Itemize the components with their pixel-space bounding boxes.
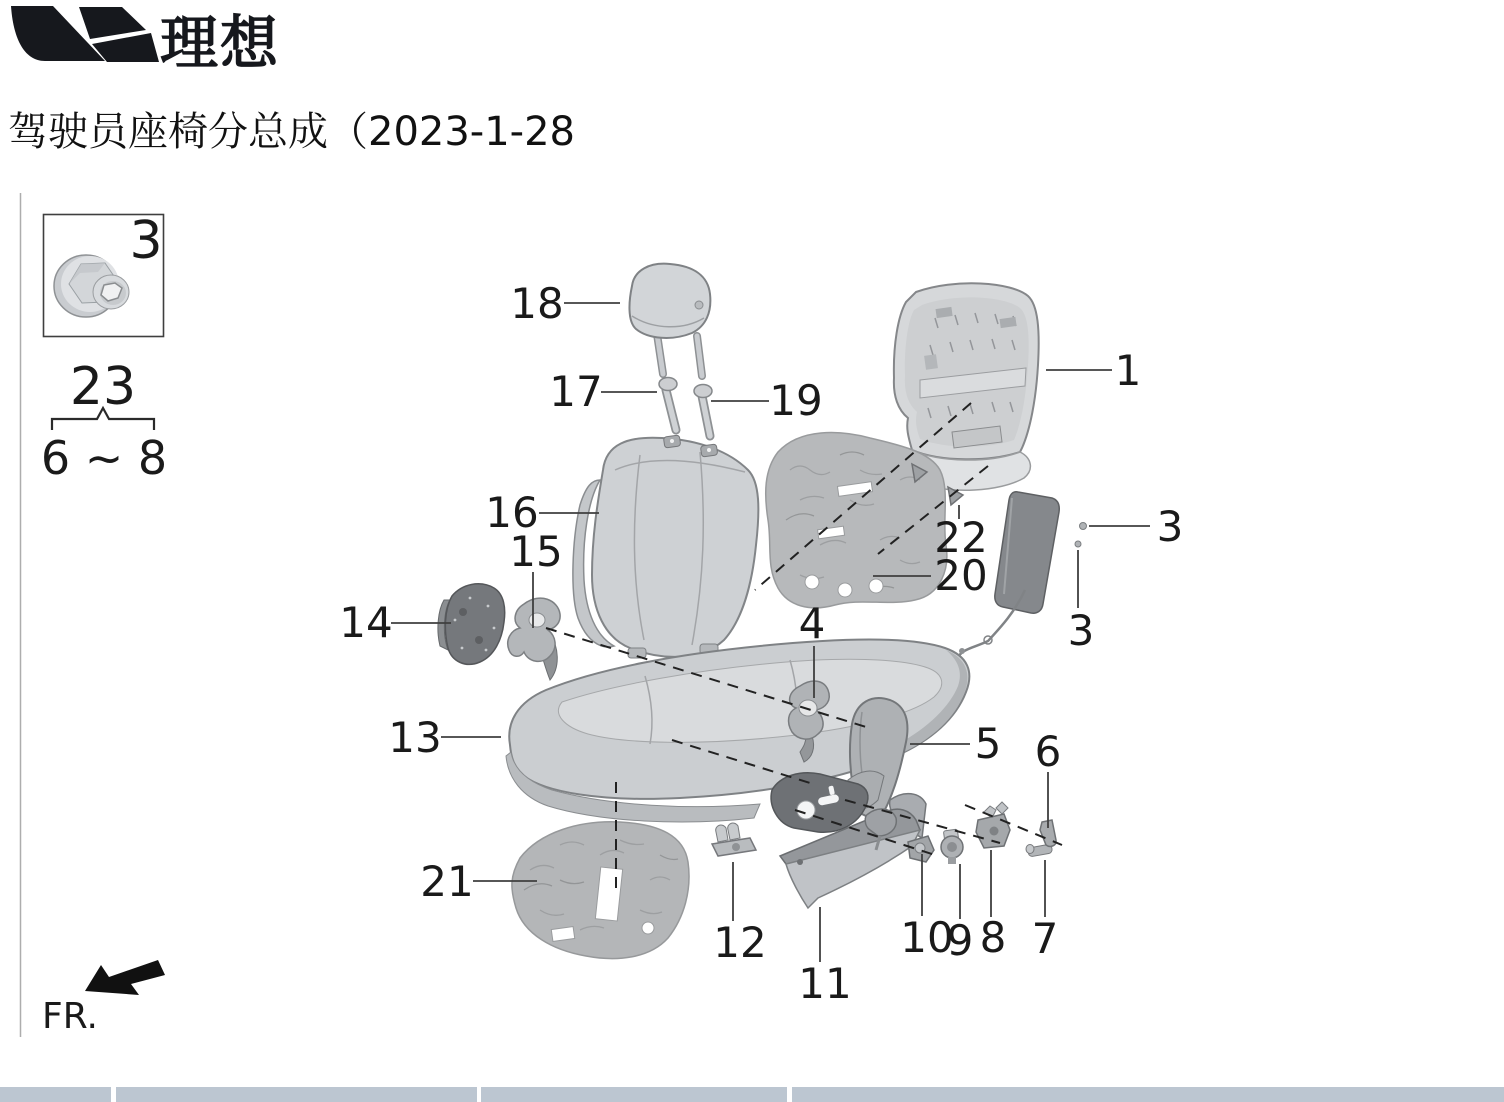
table-header-bars xyxy=(0,1087,1504,1102)
stud-3b xyxy=(1075,541,1081,547)
callout-1: 1 xyxy=(1114,346,1142,395)
part-side-panel-14 xyxy=(438,584,505,664)
callout-16: 16 xyxy=(485,488,539,537)
callout-12: 12 xyxy=(713,918,767,967)
callout-3a: 3 xyxy=(1156,502,1184,551)
stud-3a xyxy=(1080,523,1087,530)
table-header-bar-4 xyxy=(792,1087,1504,1102)
callout-5: 5 xyxy=(974,719,1002,768)
front-arrow-icon xyxy=(85,960,165,995)
callout-23: 23 xyxy=(69,357,137,417)
callout-6: 6 xyxy=(1034,727,1062,776)
front-direction-marker xyxy=(42,960,165,1037)
callout-3b: 3 xyxy=(1067,606,1095,655)
callout-13: 13 xyxy=(388,713,442,762)
table-header-bar-1 xyxy=(0,1087,111,1102)
group-callout-23 xyxy=(41,357,167,485)
part-guide-pin-17 xyxy=(659,378,677,431)
callout-10: 10 xyxy=(900,913,954,962)
callout-range-6-8: 6 ~ 8 xyxy=(40,431,168,485)
part-switch-9 xyxy=(941,829,963,864)
callout-inset-3: 3 xyxy=(129,211,163,271)
part-headrest xyxy=(629,264,710,376)
page-title: 驾驶员座椅分总成（2023-1-28 xyxy=(8,109,576,155)
part-back-pad xyxy=(766,433,947,608)
part-bracket-15 xyxy=(508,598,560,680)
table-header-bar-2 xyxy=(116,1087,477,1102)
part-latch-12 xyxy=(712,823,756,856)
callout-22: 22 xyxy=(934,513,988,562)
callout-4: 4 xyxy=(798,599,826,648)
part-guide-pin-19 xyxy=(694,385,712,437)
callout-18: 18 xyxy=(510,279,564,328)
callout-7: 7 xyxy=(1031,914,1059,963)
callout-9: 9 xyxy=(946,916,974,965)
part-cushion-pad-21 xyxy=(512,822,689,959)
callout-11: 11 xyxy=(798,959,852,1008)
callout-8: 8 xyxy=(979,913,1007,962)
callout-17: 17 xyxy=(549,367,603,416)
table-header-bar-3 xyxy=(481,1087,787,1102)
callout-20: 20 xyxy=(934,551,988,600)
front-marker-label: FR. xyxy=(42,996,98,1037)
brand-logo-text: 理想 xyxy=(160,9,281,77)
callout-15: 15 xyxy=(509,527,563,576)
inset-box-part3 xyxy=(44,211,164,337)
callout-14: 14 xyxy=(339,598,393,647)
callout-19: 19 xyxy=(769,376,823,425)
part-back-cushion xyxy=(573,435,758,658)
callout-21: 21 xyxy=(420,857,474,906)
